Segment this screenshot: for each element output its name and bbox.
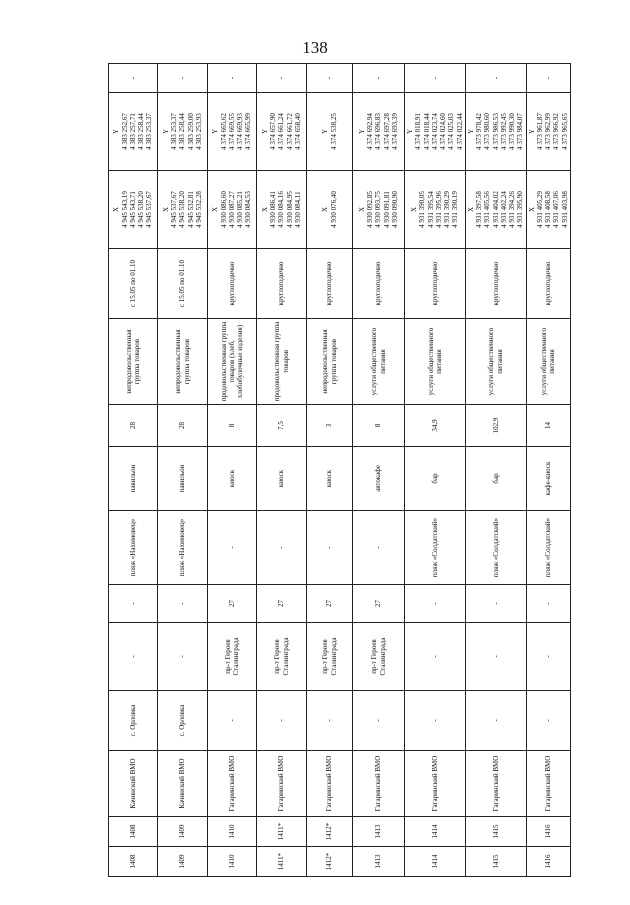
table-cell-col11: круглогодично — [257, 249, 307, 319]
table-cell-col11: круглогодично — [353, 249, 405, 319]
table-cell-col6: - — [465, 585, 526, 623]
table-cell-col6: - — [158, 585, 208, 623]
coord-y-header: Y — [260, 128, 269, 135]
table-cell-col8: автокафе — [353, 447, 405, 511]
coord-y-value: 4 374 692,94 — [366, 113, 375, 150]
table-cell-col4: с. Орловка — [158, 691, 208, 751]
coord-x-value: 4 931 403,98 — [560, 191, 569, 228]
table-cell-col7: - — [208, 511, 257, 585]
coords-x-cell — [405, 171, 466, 249]
table-cell-last: - — [257, 64, 307, 93]
table-cell-col8: павильон — [109, 447, 158, 511]
table-cell-col7: пляж «Солдатский» — [465, 511, 526, 585]
table-row — [353, 64, 405, 877]
coord-x-header: X — [161, 206, 170, 213]
table-cell-col8: киоск — [307, 447, 353, 511]
coord-y-value: 4 374 697,28 — [382, 113, 391, 150]
table-cell-col7: пляж «Нахимовец» — [109, 511, 158, 585]
table-cell-col9: 34,9 — [405, 405, 466, 447]
coords-x-list — [358, 191, 399, 228]
coord-x-header: X — [357, 206, 366, 213]
table-cell-col4: - — [307, 691, 353, 751]
coords-y-cell — [109, 93, 158, 171]
table-cell-col1: 1411* — [257, 847, 307, 877]
table-cell-col9: 8 — [353, 405, 405, 447]
table-row — [526, 64, 570, 877]
coord-y-header: Y — [357, 128, 366, 135]
coords-y-list — [528, 113, 569, 150]
table-cell-col9: 3 — [307, 405, 353, 447]
coord-y-header: Y — [211, 128, 220, 135]
table-cell-col7: пляж «Солдатский» — [405, 511, 466, 585]
table-cell-last: - — [353, 64, 405, 93]
table-cell-col11: круглогодично — [307, 249, 353, 319]
table-cell-col11: круглогодично — [208, 249, 257, 319]
table-cell-col8: бар — [465, 447, 526, 511]
coord-x-value: 4 931 408,58 — [544, 191, 552, 228]
page-number: 138 — [302, 38, 328, 57]
coord-x-header: X — [527, 206, 536, 213]
table-cell-last: - — [405, 64, 466, 93]
table-cell-col10: услуги общественного питания — [405, 319, 466, 405]
table-cell-col5: пр-т Героев Сталинграда — [353, 623, 405, 691]
coord-x-value: 4 931 395,90 — [516, 191, 525, 228]
coord-y-value: 4 374 023,74 — [430, 113, 439, 150]
table-cell-last: - — [307, 64, 353, 93]
table-cell-col9: 8 — [208, 405, 257, 447]
table-cell-col6: - — [405, 585, 466, 623]
coord-x-value: 4 931 407,06 — [552, 191, 561, 228]
table-cell-col10: услуги общественного питания — [526, 319, 570, 405]
coords-x-list — [467, 191, 525, 228]
coord-x-value: 4 945 537,67 — [145, 191, 154, 228]
table-cell-col3: Качинский ВМО — [109, 751, 158, 817]
coords-y-list — [112, 113, 153, 150]
coord-x-value: 4 930 084,53 — [244, 191, 253, 228]
table-cell-col8: бар — [405, 447, 466, 511]
coord-y-value: 4 374 665,62 — [219, 113, 228, 150]
coord-x-value: 4 945 532,81 — [186, 191, 195, 228]
coords-x-cell — [109, 171, 158, 249]
coords-x-cell — [257, 171, 307, 249]
coords-x-cell — [526, 171, 570, 249]
coord-y-value: 4 374 669,93 — [236, 113, 245, 150]
table-cell-col7: - — [257, 511, 307, 585]
coord-y-header: Y — [406, 128, 414, 135]
coord-x-value: 4 931 405,29 — [535, 191, 544, 228]
coord-y-value: 4 383 259,00 — [186, 113, 195, 150]
coord-x-value: 4 930 086,41 — [269, 191, 278, 228]
table-cell-col1: 1410 — [208, 847, 257, 877]
coord-x-value: 4 931 390,05 — [418, 191, 427, 228]
coord-x-value: 4 945 532,28 — [194, 191, 203, 228]
coord-y-value: 4 374 022,44 — [455, 113, 464, 150]
table-cell-col2: 1408 — [109, 817, 158, 847]
table-row — [307, 64, 353, 877]
table-cell-last: - — [465, 64, 526, 93]
table-cell-col2: 1415 — [465, 817, 526, 847]
coord-x-value: 4 930 084,11 — [293, 191, 302, 228]
table-cell-col1: 1415 — [465, 847, 526, 877]
coord-x-value: 4 931 397,58 — [475, 191, 483, 228]
coord-y-header: Y — [112, 128, 121, 135]
coord-x-value: 4 945 538,20 — [178, 191, 187, 228]
table-cell-col3: Гагаринский ВМО — [353, 751, 405, 817]
coord-x-value: 4 930 084,16 — [277, 191, 286, 228]
coords-y-cell — [158, 93, 208, 171]
table-cell-col10: продовольственная группа товаров (хлеб, хлебобулочные изделия) — [208, 319, 257, 405]
table-cell-col4: - — [465, 691, 526, 751]
coord-x-value: 4 945 543,71 — [128, 191, 137, 228]
coords-y-list — [358, 113, 399, 150]
table-cell-col9: 7,5 — [257, 405, 307, 447]
coord-y-value: 4 383 253,37 — [145, 113, 154, 150]
table-cell-last: - — [109, 64, 158, 93]
table-cell-col11: с 15.05 по 01.10 — [109, 249, 158, 319]
coord-y-value: 4 374 696,83 — [374, 113, 383, 150]
table-cell-col10: непродовольственная группа товаров — [158, 319, 208, 405]
table-cell-col1: 1409 — [158, 847, 208, 877]
table-cell-col10: непродовольственная группа товаров — [109, 319, 158, 405]
coord-y-value: 4 374 661,72 — [285, 113, 294, 150]
table-cell-col1: 1416 — [526, 847, 570, 877]
coord-y-value: 4 374 665,99 — [244, 113, 253, 150]
table-cell-col5: - — [526, 623, 570, 691]
coord-y-value: 4 383 253,37 — [170, 113, 179, 150]
table-cell-col8: киоск — [257, 447, 307, 511]
coord-x-header: X — [466, 206, 475, 213]
table-cell-col8: кафе-киоск — [526, 447, 570, 511]
coords-y-list — [211, 113, 252, 150]
table-cell-col4: - — [257, 691, 307, 751]
table-cell-col9: 28 — [158, 405, 208, 447]
coord-x-value: 4 931 395,54 — [426, 191, 435, 228]
coord-y-value: 4 373 965,65 — [560, 113, 569, 150]
coords-y-cell — [307, 93, 353, 171]
table-cell-col10: услуги общественного питания — [353, 319, 405, 405]
coord-x-value: 4 930 085,21 — [236, 191, 245, 228]
coords-x-list — [410, 191, 460, 228]
table-cell-col11: круглогодично — [526, 249, 570, 319]
coord-x-value: 4 930 090,90 — [390, 191, 399, 228]
coord-x-value: 4 930 092,85 — [366, 191, 375, 228]
coords-y-cell — [465, 93, 526, 171]
coords-x-list — [112, 191, 153, 228]
coords-x-cell — [307, 171, 353, 249]
coord-y-header: Y — [527, 128, 536, 135]
coord-x-value: 4 931 404,02 — [491, 191, 500, 228]
table-cell-col5: - — [109, 623, 158, 691]
coord-y-value: 4 373 992,45 — [499, 113, 508, 150]
coord-x-value: 4 930 087,27 — [227, 191, 236, 228]
coord-x-value: 4 945 538,20 — [137, 191, 146, 228]
coords-x-list — [321, 191, 338, 228]
table-cell-col7: - — [353, 511, 405, 585]
coord-x-value: 4 931 405,56 — [483, 191, 492, 228]
coords-y-cell — [526, 93, 570, 171]
table-cell-col4: - — [353, 691, 405, 751]
table-row — [465, 64, 526, 877]
table-cell-col10: услуги общественного питания — [465, 319, 526, 405]
coord-y-value: 4 383 258,44 — [137, 113, 146, 150]
table-cell-col3: Гагаринский ВМО — [405, 751, 466, 817]
table-row — [109, 64, 158, 877]
coord-y-value: 4 374 025,03 — [447, 113, 456, 150]
coord-y-value: 4 374 658,40 — [293, 113, 302, 150]
table-cell-last: - — [158, 64, 208, 93]
table-cell-col8: киоск — [208, 447, 257, 511]
table-cell-col2: 1416 — [526, 817, 570, 847]
table-cell-col7: - — [307, 511, 353, 585]
table-cell-col2: 1412* — [307, 817, 353, 847]
coord-y-value: 4 374 693,39 — [390, 113, 399, 150]
table-cell-col6: 27 — [257, 585, 307, 623]
table-cell-col6: - — [109, 585, 158, 623]
table-cell-col3: Качинский ВМО — [158, 751, 208, 817]
coords-y-list — [467, 113, 525, 150]
table-cell-col9: 28 — [109, 405, 158, 447]
table-cell-col4: - — [208, 691, 257, 751]
coord-y-value: 4 383 258,44 — [178, 113, 187, 150]
coords-y-list — [406, 113, 464, 150]
coords-x-list — [261, 191, 302, 228]
table-cell-col11: круглогодично — [405, 249, 466, 319]
table-cell-col5: - — [405, 623, 466, 691]
coord-y-value: 4 374 669,55 — [227, 113, 236, 150]
coords-x-cell — [353, 171, 405, 249]
coord-x-value: 4 931 395,96 — [434, 191, 443, 228]
trade-objects-table — [108, 63, 571, 877]
table-cell-col6: 27 — [353, 585, 405, 623]
table-cell-col4: - — [526, 691, 570, 751]
coords-y-cell — [353, 93, 405, 171]
coords-x-cell — [158, 171, 208, 249]
coord-y-value: 4 374 018,91 — [414, 113, 423, 150]
table-cell-col2: 1410 — [208, 817, 257, 847]
coord-y-value: 4 373 984,07 — [516, 113, 525, 150]
table-cell-col10: продовольственная группа товаров — [257, 319, 307, 405]
coord-x-value: 4 931 394,26 — [508, 191, 516, 228]
coord-x-value: 4 931 390,19 — [451, 191, 460, 228]
table-cell-col6: 27 — [208, 585, 257, 623]
coord-y-header: Y — [161, 128, 170, 135]
table-cell-col3: Гагаринский ВМО — [208, 751, 257, 817]
coords-x-cell — [465, 171, 526, 249]
coord-x-value: 4 930 086,60 — [219, 191, 228, 228]
coord-x-value: 4 930 091,81 — [382, 191, 391, 228]
table-cell-col3: Гагаринский ВМО — [465, 751, 526, 817]
coord-y-value: 4 383 253,93 — [194, 113, 203, 150]
coord-y-value: 4 373 966,92 — [552, 113, 561, 150]
table-cell-col5: - — [158, 623, 208, 691]
table-cell-last: - — [526, 64, 570, 93]
table-cell-col4: с. Орловка — [109, 691, 158, 751]
coord-y-value: 4 373 978,42 — [475, 113, 483, 150]
rotated-table-container — [108, 64, 569, 877]
table-cell-col2: 1413 — [353, 817, 405, 847]
table-cell-col1: 1412* — [307, 847, 353, 877]
table-cell-col1: 1408 — [109, 847, 158, 877]
table-cell-col4: - — [405, 691, 466, 751]
coords-x-list — [528, 191, 569, 228]
coord-y-value: 4 373 990,30 — [508, 113, 516, 150]
table-cell-col5: пр-т Героев Сталинграда — [257, 623, 307, 691]
coord-x-header: X — [410, 206, 419, 213]
table-row — [257, 64, 307, 877]
coord-y-value: 4 373 986,53 — [491, 113, 500, 150]
table-cell-col3: Гагаринский ВМО — [257, 751, 307, 817]
table-cell-col11: круглогодично — [465, 249, 526, 319]
table-cell-col1: 1413 — [353, 847, 405, 877]
coord-x-value: 4 930 076,40 — [329, 191, 338, 228]
coord-y-header: Y — [321, 128, 330, 135]
coord-y-value: 4 383 252,67 — [120, 113, 129, 150]
table-cell-col6: - — [526, 585, 570, 623]
table-cell-col2: 1409 — [158, 817, 208, 847]
table-row — [208, 64, 257, 877]
coord-y-value: 4 374 024,60 — [439, 113, 447, 150]
coords-x-cell — [208, 171, 257, 249]
table-cell-col5: - — [465, 623, 526, 691]
table-cell-col3: Гагаринский ВМО — [526, 751, 570, 817]
coords-y-cell — [257, 93, 307, 171]
table-cell-last: - — [208, 64, 257, 93]
table-cell-col1: 1414 — [405, 847, 466, 877]
coord-x-header: X — [260, 206, 269, 213]
table-cell-col3: Гагаринский ВМО — [307, 751, 353, 817]
table-cell-col9: 14 — [526, 405, 570, 447]
coord-x-value: 4 930 084,95 — [285, 191, 294, 228]
coords-y-cell — [208, 93, 257, 171]
coords-x-list — [162, 191, 203, 228]
coord-y-value: 4 374 657,90 — [269, 113, 278, 150]
coord-y-value: 4 373 961,87 — [535, 113, 544, 150]
table-cell-col8: павильон — [158, 447, 208, 511]
coord-y-value: 4 374 661,24 — [277, 113, 286, 150]
table-row — [158, 64, 208, 877]
table-row — [405, 64, 466, 877]
coord-x-value: 4 945 543,19 — [120, 191, 129, 228]
table-cell-col7: пляж «Солдатский» — [526, 511, 570, 585]
coord-x-header: X — [112, 206, 121, 213]
coord-y-value: 4 374 538,25 — [329, 113, 338, 150]
coord-x-header: X — [211, 206, 220, 213]
coord-y-header: Y — [466, 128, 475, 135]
table-cell-col11: с 15.05 по 01.10 — [158, 249, 208, 319]
coord-y-value: 4 383 257,71 — [128, 113, 137, 150]
coord-y-value: 4 373 962,99 — [544, 113, 552, 150]
coord-x-value: 4 930 093,75 — [374, 191, 383, 228]
table-cell-col9: 102,9 — [465, 405, 526, 447]
coords-y-list — [162, 113, 203, 150]
table-cell-col6: 27 — [307, 585, 353, 623]
coord-y-value: 4 374 018,44 — [422, 113, 431, 150]
coords-x-list — [211, 191, 252, 228]
coord-x-value: 4 931 390,29 — [443, 191, 452, 228]
table-cell-col5: пр-т Героев Сталинграда — [307, 623, 353, 691]
table-frame — [108, 64, 569, 877]
coord-y-value: 4 373 980,60 — [483, 113, 492, 150]
coord-x-header: X — [321, 206, 330, 213]
table-cell-col7: пляж «Нахимовец» — [158, 511, 208, 585]
coords-y-list — [261, 113, 302, 150]
coord-x-value: 4 931 402,24 — [499, 191, 508, 228]
table-cell-col2: 1414 — [405, 817, 466, 847]
table-cell-col10: непродовольственная группа товаров — [307, 319, 353, 405]
table-cell-col5: пр-т Героев Сталинграда — [208, 623, 257, 691]
coords-y-cell — [405, 93, 466, 171]
coords-y-list — [321, 113, 338, 150]
table-cell-col2: 1411* — [257, 817, 307, 847]
coord-x-value: 4 945 537,67 — [170, 191, 179, 228]
